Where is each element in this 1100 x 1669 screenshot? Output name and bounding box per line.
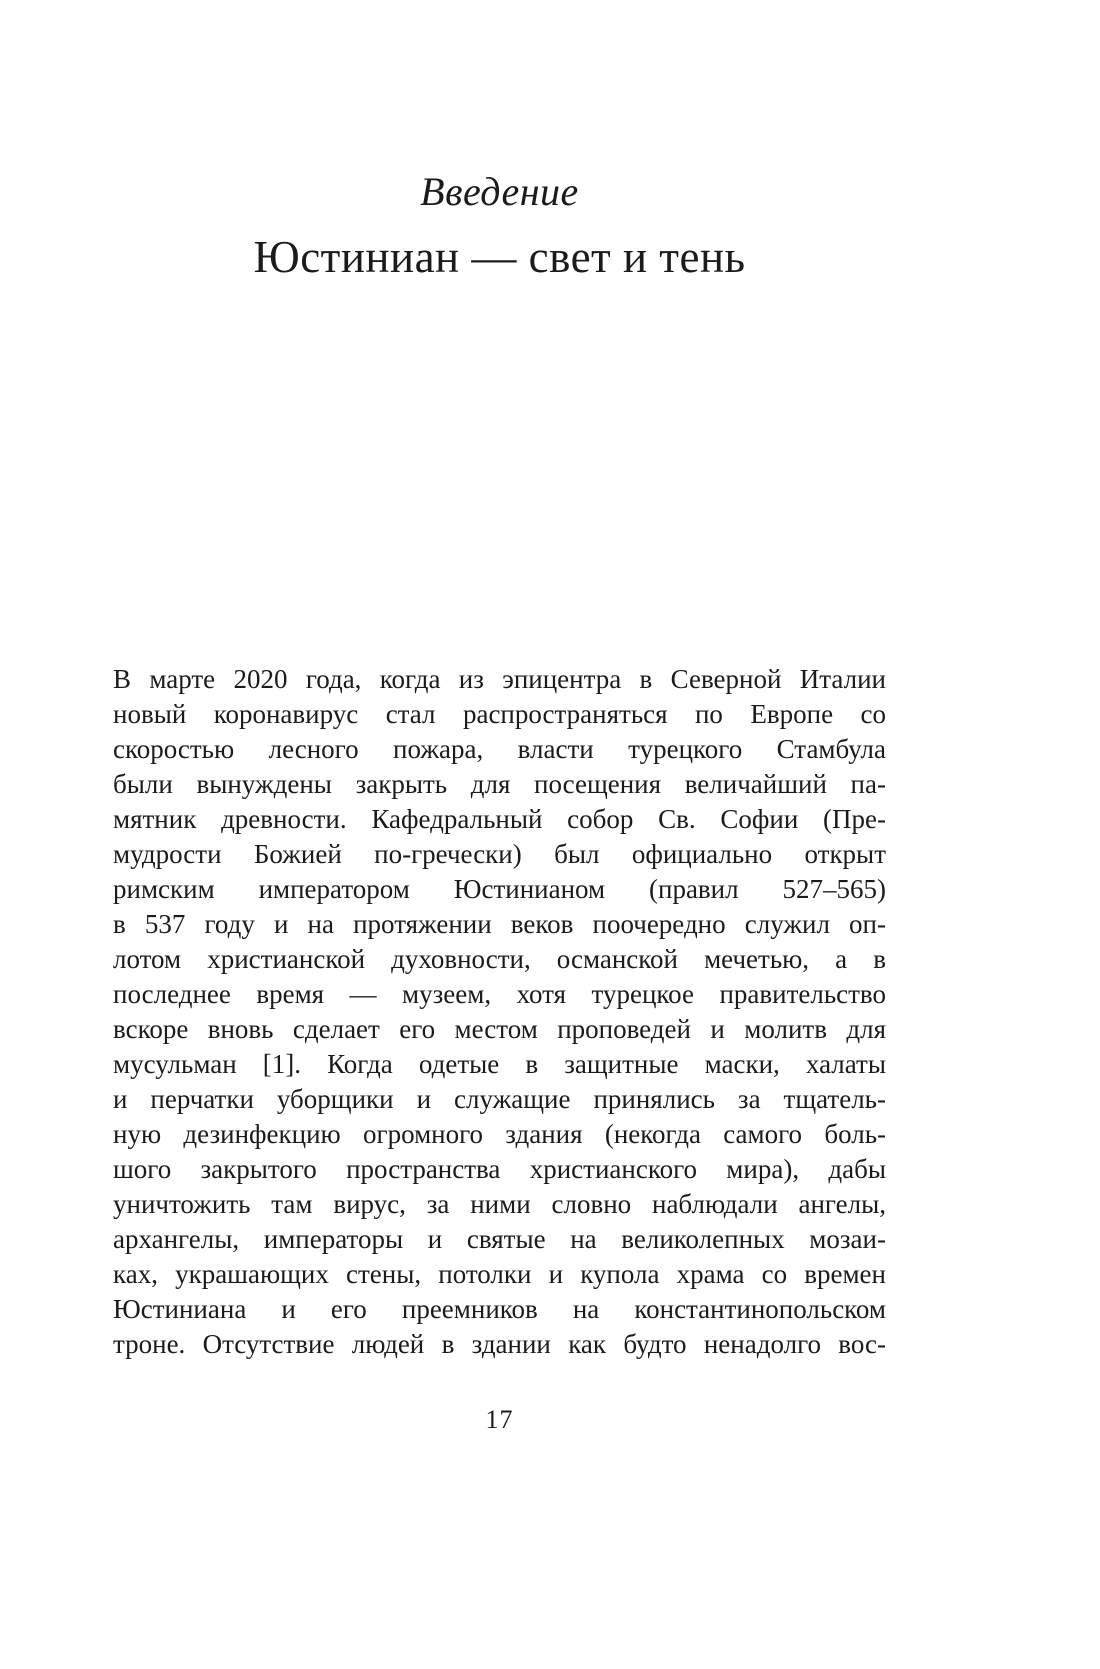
body-text-line: Юстиниана и его преемников на константинопольском (113, 1294, 886, 1324)
page-footer (113, 1405, 886, 1435)
page-number: 17 (485, 1405, 514, 1434)
body-text-line: и перчатки уборщики и служащие принялись за тщатель- (113, 1084, 886, 1114)
body-paragraph (113, 662, 886, 1362)
body-text-line: скоростью лесного пожара, власти турецкого Стамбула (113, 734, 886, 764)
body-text-line: мусульман [1]. Когда одетые в защитные маски, халаты (113, 1049, 886, 1079)
body-text-line: мятник древности. Кафедральный собор Св. Софии (Пре- (113, 804, 886, 834)
body-text-line: новый коронавирус стал распространяться по Европе со (113, 699, 886, 729)
body-text-line: шого закрытого пространства христианского мира), дабы (113, 1154, 886, 1184)
body-text-line: в 537 году и на протяжении веков поочередно служил оп- (113, 909, 886, 939)
chapter-heading-block (113, 168, 886, 284)
body-text-line: вскоре вновь сделает его местом проповедей и молитв для (113, 1014, 886, 1044)
chapter-title: Юстиниан — свет и тень (253, 232, 746, 282)
body-text-line: ках, украшающих стены, потолки и купола храма со времен (113, 1259, 886, 1289)
body-text-line: лотом христианской духовности, османской мечетью, а в (113, 944, 886, 974)
body-text-line: ную дезинфекцию огромного здания (некогда самого боль- (113, 1119, 886, 1149)
body-text-line: римским императором Юстинианом (правил 527–565) (113, 874, 886, 904)
body-text-line: В марте 2020 года, когда из эпицентра в Северной Италии (113, 664, 886, 694)
body-text-line: последнее время — музеем, хотя турецкое правительство (113, 979, 886, 1009)
chapter-heading: Введение (420, 169, 579, 214)
body-text-line: архангелы, императоры и святые на великолепных мозаи- (113, 1224, 886, 1254)
body-text-line: троне. Отсутствие людей в здании как будто ненадолго вос- (113, 1329, 886, 1359)
body-text-line: были вынуждены закрыть для посещения величайший па- (113, 769, 886, 799)
body-text-line: мудрости Божией по-гречески) был официально открыт (113, 839, 886, 869)
body-text-line: уничтожить там вирус, за ними словно наблюдали ангелы, (113, 1189, 886, 1219)
